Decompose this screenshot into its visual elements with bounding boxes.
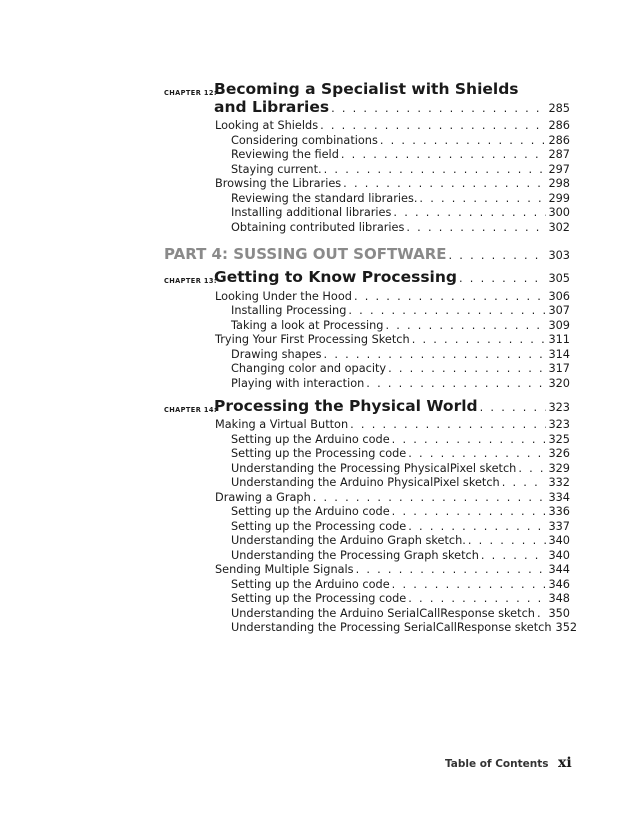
toc-entry bbox=[231, 621, 578, 634]
toc-entry-label: Understanding the Arduino SerialCallResponse sketch bbox=[231, 607, 535, 620]
toc-entry bbox=[231, 134, 570, 147]
toc-entry bbox=[215, 119, 570, 132]
toc-entry bbox=[231, 221, 570, 234]
toc-entry-label: Drawing a Graph bbox=[215, 491, 311, 504]
leader-dots bbox=[480, 401, 547, 414]
toc-entry-page: 326 bbox=[548, 447, 570, 460]
chapter-13-tag: CHAPTER 13: bbox=[164, 277, 217, 285]
chapter-12-page: 285 bbox=[548, 102, 570, 115]
leader-dots bbox=[449, 249, 547, 262]
toc-entry bbox=[231, 206, 570, 219]
toc-entry-page: 334 bbox=[548, 491, 570, 504]
toc-entry-label: Understanding the Processing SerialCallResponse sketch bbox=[231, 621, 552, 634]
toc-entry-label: Browsing the Libraries bbox=[215, 177, 342, 190]
leader-dots bbox=[408, 447, 546, 460]
leader-dots bbox=[408, 520, 546, 533]
footer-section-label: Table of Contents bbox=[445, 758, 549, 770]
part-4-heading bbox=[164, 245, 570, 263]
toc-entry-page: 352 bbox=[555, 621, 578, 634]
toc-entry bbox=[215, 491, 570, 504]
toc-entry bbox=[215, 418, 570, 431]
leader-dots bbox=[392, 578, 547, 591]
toc-entry bbox=[231, 304, 570, 317]
toc-entry-label: Setting up the Processing code bbox=[231, 520, 407, 533]
toc-entry bbox=[215, 563, 570, 576]
toc-entry-label: Understanding the Arduino Graph sketch. bbox=[231, 534, 466, 547]
leader-dots bbox=[320, 119, 546, 132]
toc-entry-page: 307 bbox=[548, 304, 570, 317]
leader-dots bbox=[393, 206, 546, 219]
leader-dots bbox=[385, 319, 546, 332]
toc-entry-label: Changing color and opacity bbox=[231, 362, 387, 375]
toc-entry-label: Installing Processing bbox=[231, 304, 347, 317]
leader-dots bbox=[356, 563, 547, 576]
part-4-title: PART 4: SUSSING OUT SOFTWARE bbox=[164, 245, 447, 263]
leader-dots bbox=[419, 192, 546, 205]
toc-entry bbox=[231, 578, 570, 591]
leader-dots bbox=[412, 333, 547, 346]
leader-dots bbox=[341, 148, 547, 161]
toc-entry bbox=[231, 520, 570, 533]
leader-dots bbox=[354, 290, 547, 303]
leader-dots bbox=[392, 505, 547, 518]
chapter-12-tag: CHAPTER 12: bbox=[164, 89, 217, 97]
leader-dots bbox=[481, 549, 547, 562]
toc-entry bbox=[215, 177, 570, 190]
toc-entry bbox=[231, 348, 570, 361]
toc-entry-page: 286 bbox=[548, 119, 570, 132]
chapter-13-title-row bbox=[214, 268, 570, 286]
leader-dots bbox=[459, 272, 546, 285]
leader-dots bbox=[324, 348, 547, 361]
toc-entry bbox=[231, 192, 570, 205]
toc-entry-page: 325 bbox=[548, 433, 570, 446]
toc-entry-label: Understanding the Processing Graph sketch bbox=[231, 549, 479, 562]
toc-entry-page: 336 bbox=[548, 505, 570, 518]
leader-dots bbox=[350, 418, 546, 431]
toc-entry-page: 287 bbox=[548, 148, 570, 161]
toc-entry-label: Installing additional libraries bbox=[231, 206, 392, 219]
toc-entry bbox=[231, 433, 570, 446]
toc-entry-label: Setting up the Arduino code bbox=[231, 505, 390, 518]
toc-entry bbox=[231, 534, 570, 547]
leader-dots bbox=[408, 592, 546, 605]
leader-dots bbox=[468, 534, 547, 547]
leader-dots bbox=[313, 491, 547, 504]
toc-entry-label: Drawing shapes bbox=[231, 348, 322, 361]
toc-entry-page: 311 bbox=[548, 333, 570, 346]
chapter-14-page: 323 bbox=[548, 401, 570, 414]
toc-entry-page: 346 bbox=[548, 578, 570, 591]
toc-entry-page: 309 bbox=[548, 319, 570, 332]
leader-dots bbox=[331, 102, 546, 115]
toc-entry-page: 317 bbox=[548, 362, 570, 375]
leader-dots bbox=[502, 476, 547, 489]
toc-entry-page: 332 bbox=[548, 476, 570, 489]
leader-dots bbox=[380, 134, 547, 147]
toc-entry bbox=[215, 290, 570, 303]
toc-entry-page: 337 bbox=[548, 520, 570, 533]
toc-entry-page: 298 bbox=[548, 177, 570, 190]
toc-entry bbox=[231, 148, 570, 161]
toc-entry-label: Trying Your First Processing Sketch bbox=[215, 333, 410, 346]
toc-entry-page: 329 bbox=[548, 462, 570, 475]
part-4-page: 303 bbox=[548, 249, 570, 262]
chapter-12-title-line1: Becoming a Specialist with Shields bbox=[214, 80, 519, 98]
toc-entry-page: 340 bbox=[548, 549, 570, 562]
toc-entry-page: 344 bbox=[548, 563, 570, 576]
chapter-14-title-row bbox=[214, 397, 570, 415]
chapter-14-tag: CHAPTER 14: bbox=[164, 406, 217, 414]
toc-entry-label: Looking Under the Hood bbox=[215, 290, 352, 303]
toc-entry bbox=[231, 447, 570, 460]
toc-entry-page: 300 bbox=[548, 206, 570, 219]
footer-page-number: xi bbox=[558, 755, 572, 771]
toc-entry bbox=[231, 592, 570, 605]
chapter-13-page: 305 bbox=[548, 272, 570, 285]
toc-entry-page: 297 bbox=[548, 163, 570, 176]
toc-entry-label: Obtaining contributed libraries bbox=[231, 221, 405, 234]
toc-entry-label: Understanding the Processing PhysicalPixel sketch bbox=[231, 462, 517, 475]
toc-entry bbox=[231, 462, 570, 475]
chapter-14-title: Processing the Physical World bbox=[214, 397, 478, 415]
toc-entry-label: Setting up the Processing code bbox=[231, 447, 407, 460]
toc-entry bbox=[231, 476, 570, 489]
toc-entry-label: Sending Multiple Signals bbox=[215, 563, 354, 576]
toc-entry-page: 323 bbox=[548, 418, 570, 431]
toc-entry bbox=[231, 607, 570, 620]
leader-dots bbox=[343, 177, 546, 190]
toc-entry bbox=[231, 549, 570, 562]
toc-entry bbox=[231, 362, 570, 375]
toc-entry-label: Staying current. bbox=[231, 163, 322, 176]
toc-entry-page: 314 bbox=[548, 348, 570, 361]
toc-entry-label: Reviewing the field bbox=[231, 148, 339, 161]
toc-entry-page: 299 bbox=[548, 192, 570, 205]
leader-dots bbox=[406, 221, 546, 234]
toc-entry-page: 340 bbox=[548, 534, 570, 547]
chapter-12-title-line2: and Libraries bbox=[214, 98, 330, 116]
toc-entry bbox=[231, 505, 570, 518]
leader-dots bbox=[366, 377, 546, 390]
leader-dots bbox=[518, 462, 546, 475]
toc-entry-label: Understanding the Arduino PhysicalPixel sketch bbox=[231, 476, 500, 489]
toc-entry-label: Looking at Shields bbox=[215, 119, 319, 132]
leader-dots bbox=[348, 304, 546, 317]
leader-dots bbox=[324, 163, 547, 176]
toc-entry-page: 320 bbox=[548, 377, 570, 390]
toc-entry-label: Playing with interaction bbox=[231, 377, 365, 390]
toc-entry-label: Setting up the Arduino code bbox=[231, 433, 390, 446]
toc-entry-label: Reviewing the standard libraries. bbox=[231, 192, 418, 205]
leader-dots bbox=[537, 607, 547, 620]
toc-entry-label: Considering combinations bbox=[231, 134, 378, 147]
toc-entry bbox=[231, 163, 570, 176]
toc-entry-label: Making a Virtual Button bbox=[215, 418, 349, 431]
toc-entry bbox=[215, 333, 570, 346]
toc-entry-page: 302 bbox=[548, 221, 570, 234]
chapter-12-title-row bbox=[214, 98, 570, 116]
toc-entry-label: Taking a look at Processing bbox=[231, 319, 384, 332]
leader-dots bbox=[392, 433, 547, 446]
toc-entry-label: Setting up the Processing code bbox=[231, 592, 407, 605]
toc-entry-page: 348 bbox=[548, 592, 570, 605]
toc-entry-page: 286 bbox=[548, 134, 570, 147]
toc-entry bbox=[231, 377, 570, 390]
toc-entry-page: 350 bbox=[548, 607, 570, 620]
chapter-13-title: Getting to Know Processing bbox=[214, 268, 458, 286]
toc-entry bbox=[231, 319, 570, 332]
leader-dots bbox=[388, 362, 546, 375]
toc-entry-label: Setting up the Arduino code bbox=[231, 578, 390, 591]
toc-entry-page: 306 bbox=[548, 290, 570, 303]
